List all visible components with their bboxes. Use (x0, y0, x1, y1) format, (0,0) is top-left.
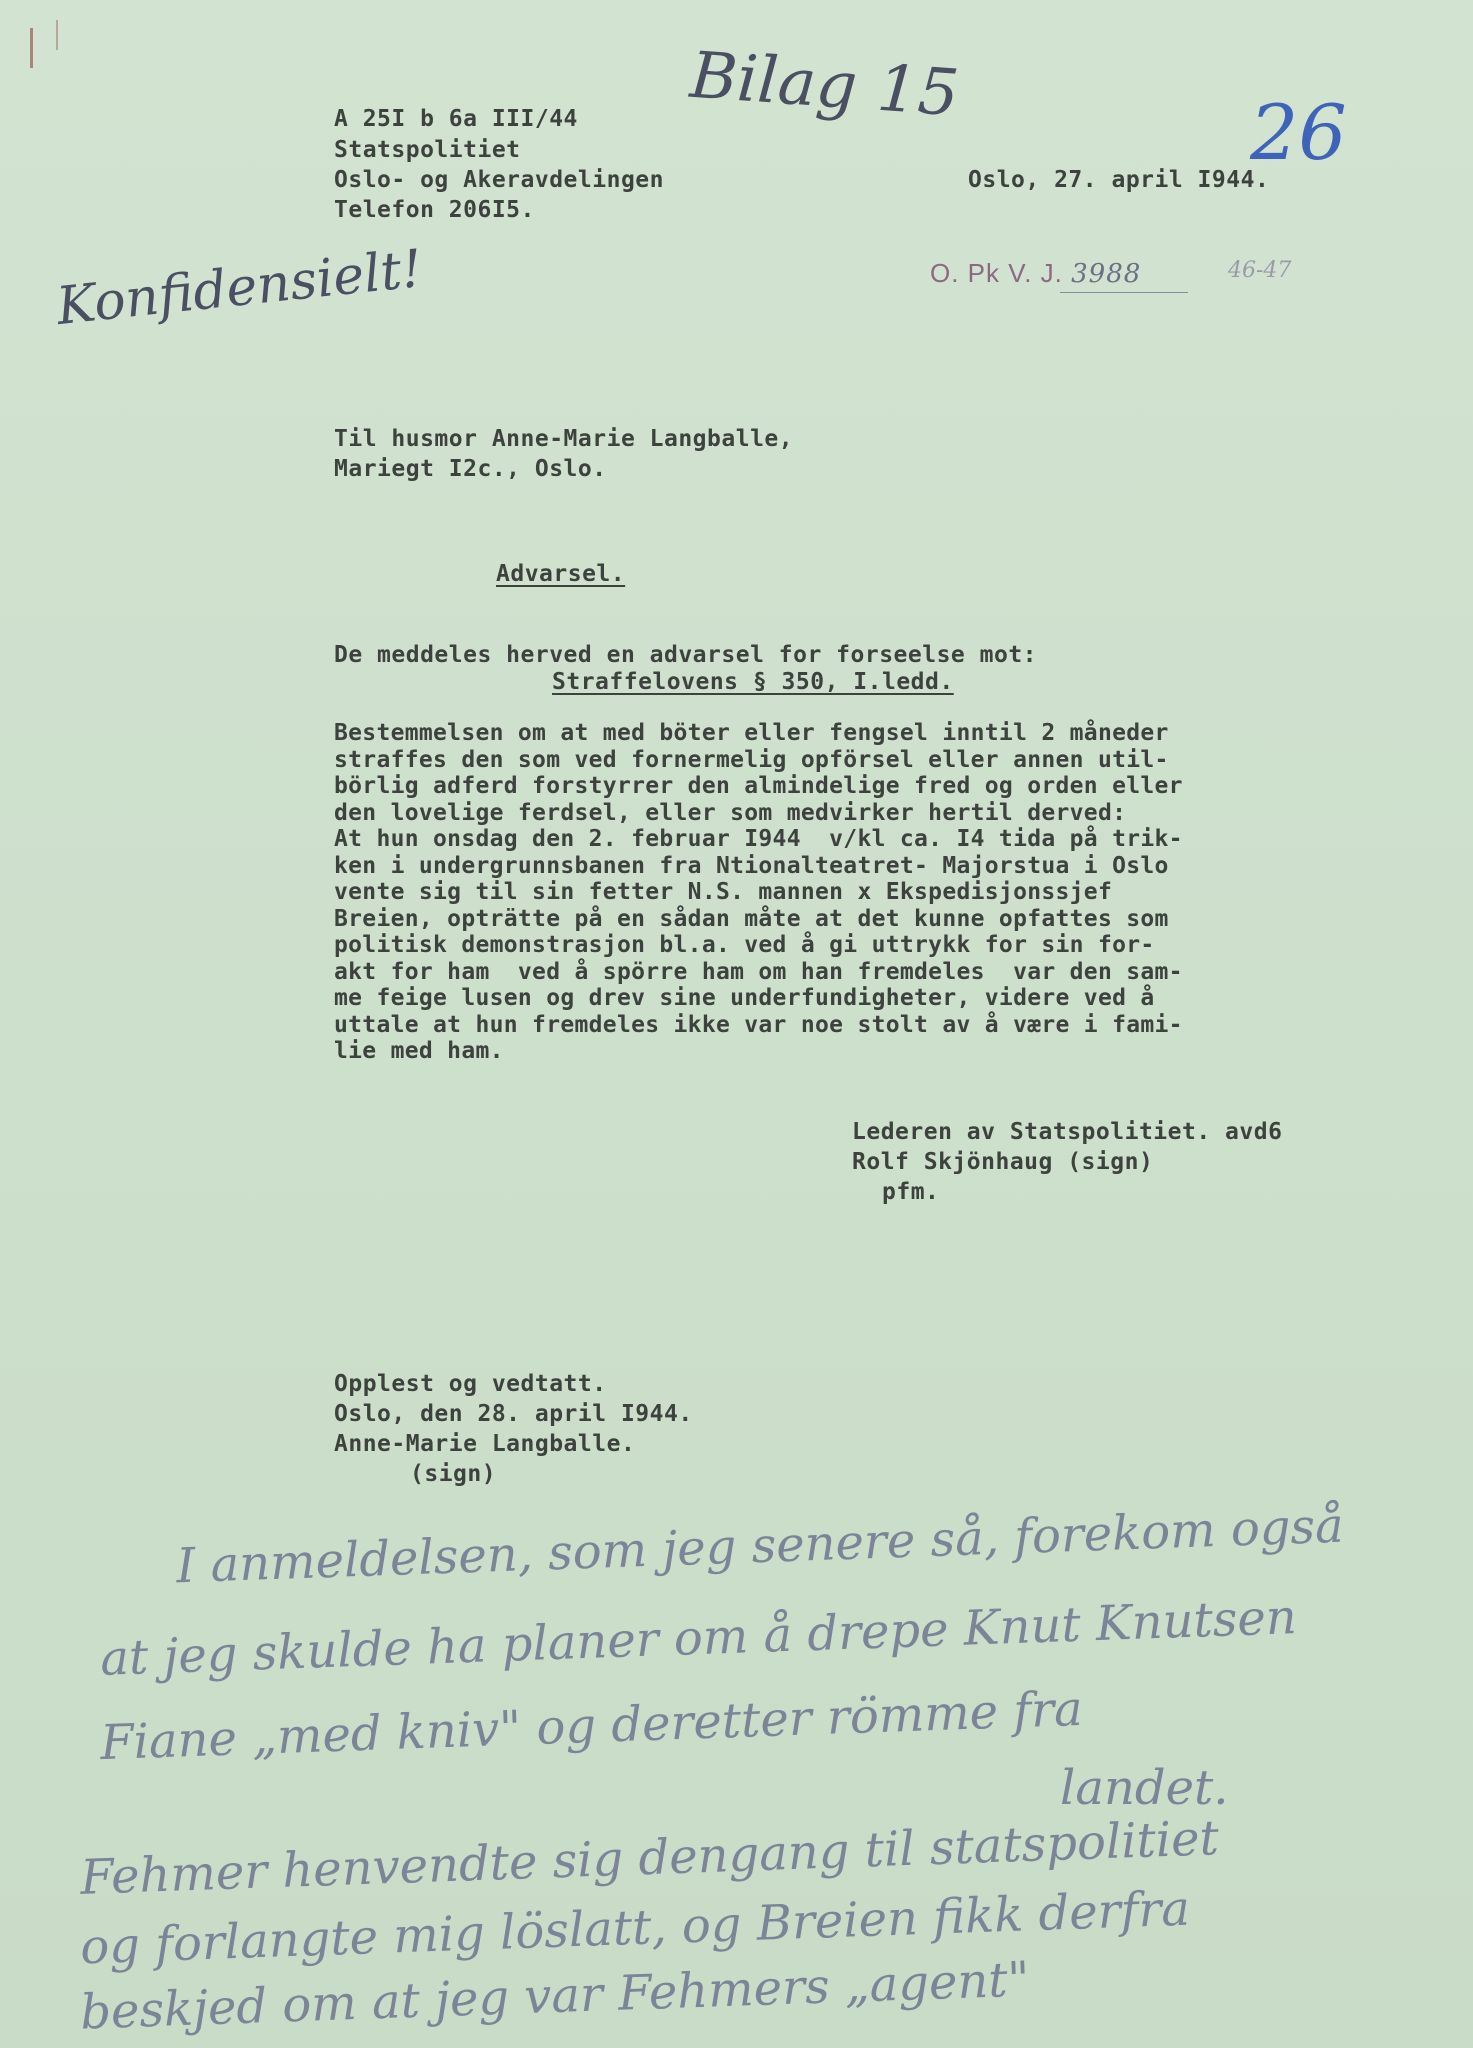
body-line: akt for ham ved å spörre ham om han fremdeles var den sam- (334, 958, 1183, 985)
recipient-line-2: Mariegt I2c., Oslo. (334, 456, 607, 482)
archive-stamp-number: 3988 (1071, 259, 1142, 289)
page-number: 26 (1250, 88, 1347, 177)
body-line: me feige lusen og drev sine underfundigheter, videre ved å (334, 985, 1155, 1011)
acknowledgement-line-1: Opplest og vedtatt. (334, 1371, 607, 1397)
body-line: Bestemmelsen om at med böter eller fengsel inntil 2 måneder (334, 720, 1169, 746)
body-line: At hun onsdag den 2. februar I944 v/kl ca. I4 tida på trik- (334, 826, 1183, 852)
acknowledgement-line-3: Anne-Marie Langballe. (334, 1431, 636, 1457)
edge-ink-mark (56, 20, 58, 50)
body-line: straffes den som ved fornermelig opförsel eller annen util- (334, 746, 1169, 773)
body-line: den lovelige ferdsel, eller som medvirker hertil derved: (334, 799, 1127, 826)
body-line: lie med ham. (334, 1038, 504, 1064)
handwritten-note-line: Fehmer henvendte sig dengang til statspolitiet (79, 1810, 1220, 1906)
acknowledgement-sign: (sign) (410, 1461, 497, 1487)
handwritten-note-line: at jeg skulde ha planer om å drepe Knut Knutsen (99, 1589, 1298, 1687)
archive-stamp (930, 258, 1141, 289)
body-text (334, 720, 1183, 1065)
body-line: uttale at hun fremdeles ikke var noe stolt av å være i fami- (334, 1011, 1183, 1038)
department-name: Oslo- og Akeravdelingen (334, 167, 664, 193)
recipient-line-1: Til husmor Anne-Marie Langballe, (334, 426, 794, 452)
intro-line: De meddeles herved en advarsel for forseelse mot: (334, 642, 1038, 668)
handwritten-note-line: og forlangte mig löslatt, og Breien fikk derfra (79, 1880, 1191, 1976)
phone-number: Telefon 206I5. (334, 197, 535, 223)
document-title: Advarsel. (496, 561, 626, 587)
signature-title: Lederen av Statspolitiet. avd6 (852, 1119, 1283, 1145)
signature-name: Rolf Skjönhaug (sign) (852, 1149, 1154, 1175)
confidential-note: Konfidensielt! (53, 238, 426, 338)
signature-pfm: pfm. (882, 1179, 940, 1205)
handwritten-note-line: beskjed om at jeg var Fehmers „agent" (79, 1951, 1031, 2041)
edge-ink-mark (30, 28, 33, 68)
handwritten-note-line: Fiane „med kniv" og deretter römme fra (99, 1680, 1084, 1772)
reference-number: A 25I b 6a III/44 (334, 106, 578, 132)
handwritten-note-line: I anmeldelsen, som jeg senere så, forekom også (175, 1497, 1345, 1595)
archive-stamp-ref: 46-47 (1228, 258, 1292, 283)
body-line: börlig adferd forstyrrer den almindelige fred og orden eller (334, 773, 1183, 799)
agency-name: Statspolitiet (334, 137, 521, 163)
law-reference: Straffelovens § 350, I.ledd. (552, 669, 954, 695)
body-line: Breien, opträtte på en sådan måte at det kunne opfattes som (334, 905, 1169, 932)
handwritten-note-line: landet. (1060, 1760, 1229, 1816)
body-line: vente sig til sin fetter N.S. mannen x Ekspedisjonssjef (334, 879, 1113, 905)
acknowledgement-line-2: Oslo, den 28. april I944. (334, 1401, 693, 1427)
archive-stamp-text: O. Pk V. J. (930, 258, 1063, 288)
attachment-annotation: Bilag 15 (687, 38, 962, 132)
place-date: Oslo, 27. april I944. (968, 167, 1270, 193)
body-line: ken i undergrunnsbanen fra Ntionalteatret- Majorstua i Oslo (334, 852, 1169, 879)
body-line: politisk demonstrasjon bl.a. ved å gi uttrykk for sin for- (334, 932, 1155, 958)
stamp-underline (1060, 292, 1188, 293)
